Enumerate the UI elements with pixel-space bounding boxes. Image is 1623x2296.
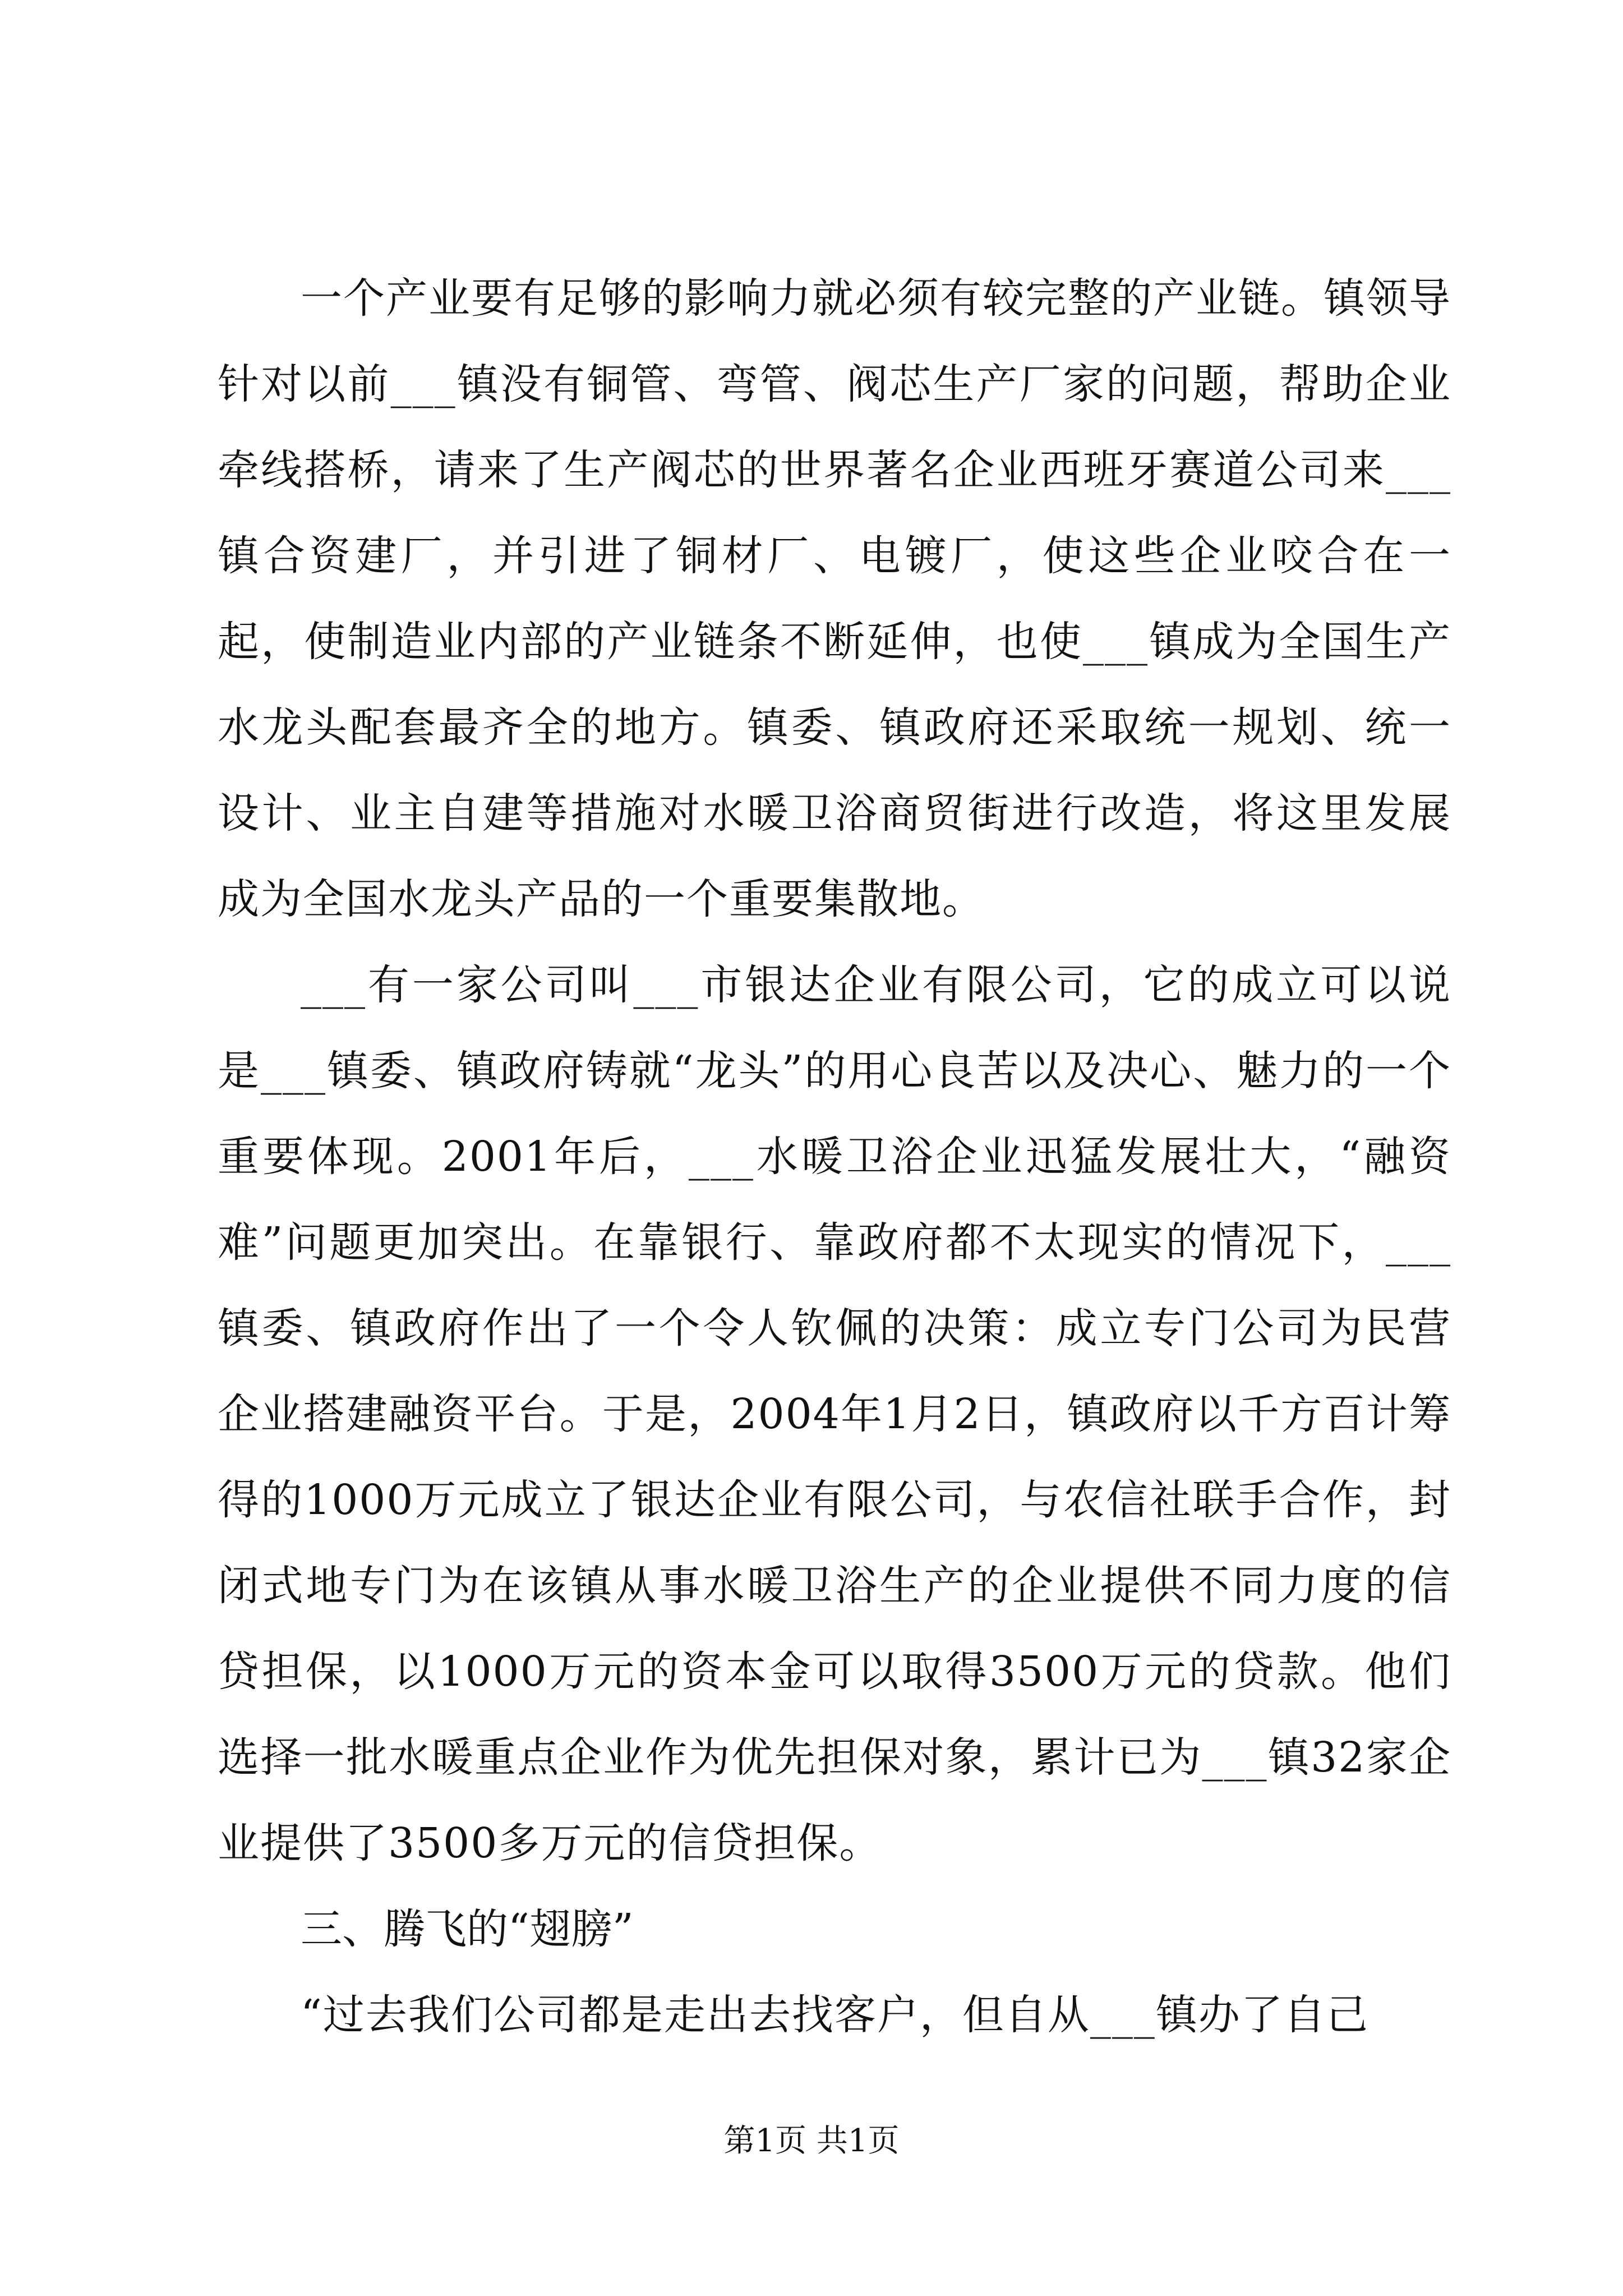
- paragraph-industry-chain: 一个产业要有足够的影响力就必须有较完整的产业链。镇领导针对以前___镇没有铜管、弯管、阀芯生产厂家的问题，帮助企业牵线搭桥，请来了生产阀芯的世界著名企业西班牙赛道公司来___镇合资建厂，并引进了铜材厂、电镀厂，使这些企业咬合在一起，使制造业内部的产业链条不断延伸，也使___镇成为全国生产水龙头配套最齐全的地方。镇委、镇政府还采取统一规划、统一设计、业主自建等措施对水暖卫浴商贸街进行改造，将这里发展成为全国水龙头产品的一个重要集散地。: [218, 274, 1451, 923]
- paragraph-yinda-company: ___有一家公司叫___市银达企业有限公司，它的成立可以说是___镇委、镇政府铸就“龙头”的用心良苦以及决心、魅力的一个重要体现。2001年后，___水暖卫浴企业迅猛发展壮大，“融资难”问题更加突出。在靠银行、靠政府都不太现实的情况下，___镇委、镇政府作出了一个令人钦佩的决策：成立专门公司为民营企业搭建融资平台。于是，2004年1月2日，镇政府以千方百计筹得的1000万元成立了银达企业有限公司，与农信社联手合作，封闭式地专门为在该镇从事水暖卫浴生产的企业提供不同力度的信贷担保，以1000万元的资本金可以取得3500万元的贷款。他们选择一批水暖重点企业作为优先担保对象，累计已为___镇32家企业提供了3500多万元的信贷担保。: [218, 961, 1451, 1867]
- document-body: [218, 256, 1451, 2058]
- page-footer: 第1页 共1页: [723, 2123, 900, 2159]
- section-heading: 三、腾飞的“翅膀”: [301, 1905, 634, 1953]
- paragraph-quote-start: “过去我们公司都是走出去找客户，但自从___镇办了自己: [301, 1991, 1369, 2039]
